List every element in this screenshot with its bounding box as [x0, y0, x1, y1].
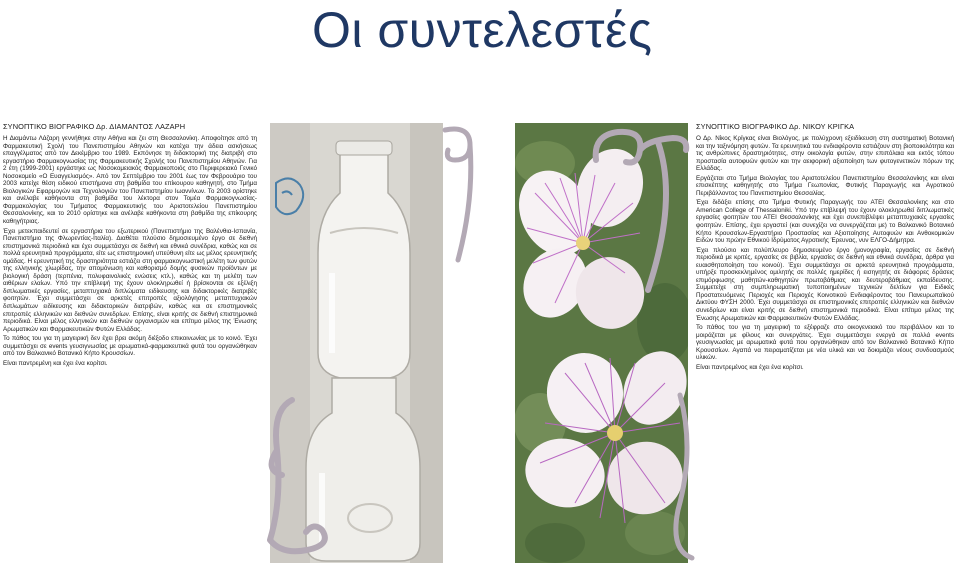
- bio-krigkas-paragraph: Έχει διδάξει επίσης στο Τμήμα Φυτικής Παραγωγής του ΑΤΕΙ Θεσσαλονίκης και στο American College of Thessaloniki. Υπό την επίβλεψή του έχουν ολοκληρωθεί διπλωματικές εργασίες φοιτητών του ΑΤΕΙ Θεσσαλονίκης και έχει συνεπιβλέψει μεταπτυχιακές εργασίες φοιτητών. Επίσης, έχει εργαστεί (και συνεχίζει να συνεργάζεται με) το Βαλκανικό Βοτανικό Κήπο Κρουσσίων-Εργαστήριο Προστασίας και Αξιοποίησης Αυτοφυών και Ανθοκομικών Ειδών του πρώην Εθνικού Ιδρύματος Αγροτικής Έρευνας, νυν ΕΛΓΟ-Δήμητρα.: [696, 199, 954, 245]
- bio-krigkas-paragraph: Είναι παντρεμένος και έχει ένα κορίτσι.: [696, 363, 804, 371]
- scroll-ornament-icon: [440, 120, 480, 270]
- scroll-ornament-icon: [660, 390, 700, 562]
- bio-krigkas: [696, 122, 954, 373]
- bio-krigkas-heading: ΣΥΝΟΠΤΙΚΟ ΒΙΟΓΡΑΦΙΚΟ Δρ. ΝΙΚΟΥ ΚΡΙΓΚΑ: [696, 122, 855, 131]
- bio-krigkas-paragraph: Ο Δρ. Νίκος Κρίγκας είναι Βιολόγος, με πολύχρονη εξειδίκευση στη συστηματική Βοτανική και την ταξινόμηση φυτών. Τα ερευνητικά του ενδιαφέροντα εστιάζουν στη βιοποικιλότητα και τις ανθρώπινες δραστηριότητες, στην οικολογία φυτών, στην επιπόλαια και εκτός τόπου προστασία αυτοφυών φυτών και την αειφορική αξιοποίηση των φυτογενετικών πόρων της Ελλάδας.: [696, 135, 954, 173]
- scroll-ornament-icon: [588, 120, 693, 300]
- bio-lazari-paragraph: Η Διαμάντω Λάζαρη γεννήθηκε στην Αθήνα και ζει στη Θεσσαλονίκη. Αποφοίτησε από τη Φαρμακευτική Σχολή του Πανεπιστημίου Αθηνών και κατέχει την άδεια ασκήσεως επαγγέλματος από τον Δεκέμβριο του 1989. Εκπόνησε τη διδακτορική της διατριβή στο εργαστήριο Φαρμακογνωσίας της Φαρμακευτικής Σχολής του Πανεπιστημίου Αθηνών. Για 2 έτη (1999-2001) εργάστηκε ως Νοσοκομειακός Φαρμακοποιός στο Περιφερειακό Γενικό Νοσοκομείο «Ο Ευαγγελισμός». Από τον Σεπτέμβριο του 2001 έως τον Φεβρουάριο του 2003 κατείχε θέση ειδικού επιστήμονα στη βαθμίδα του επίκουρου καθηγητή, στο Τμήμα Βιολογικών Εφαρμογών και Τεχνολογιών του Πανεπιστημίου Ιωαννίνων. Το 2003 ορίστηκε και ανέλαβε καθήκοντα στη βαθμίδα του λέκτορα στον Τομέα Φαρμακογνωσίας-Φαρμακολογίας του Τμήματος Φαρμακευτικής του Αριστοτελείου Πανεπιστημίου Θεσσαλονίκης, και το 2010 ορίστηκε και ανέλαβε καθήκοντα στη βαθμίδα της επίκουρης καθηγήτριας.: [3, 135, 257, 226]
- bio-lazari-heading: ΣΥΝΟΠΤΙΚΟ ΒΙΟΓΡΑΦΙΚΟ Δρ. ΔΙΑΜΑΝΤΟΣ ΛΑΖΑΡΗ: [3, 122, 186, 131]
- scroll-ornament-icon: [262, 390, 372, 562]
- bio-lazari-paragraph: Είναι παντρεμένη και έχει ένα κορίτσι.: [3, 359, 108, 367]
- bio-lazari: [3, 122, 257, 369]
- bio-krigkas-paragraph: Έχει πλούσιο και πολύπλευρο δημοσιευμένο έργο (μονογραφία, εργασίες σε διεθνή περιοδικά με κριτές, εργασίες σε βιβλία, εργασίες σε διεθνή και εθνικά συνέδρια, άρθρα για ευαισθητοποίηση του κοινού). Έχει συμμετάσχει σε αρκετά ερευνητικά προγράμματα, υπήρξε προσκεκλημένος ομιλητής σε πολλές ημερίδες ή εισηγητής σε διάφορες δράσεις επιμόρφωσης μαθητών-καθηγητών πρωτοβάθμιας και δευτεροβάθμιας εκπαίδευσης. Συμμετείχε στη συμπληρωματική τυποποιημένων τεχνικών δελτίων για Ειδικές Προστατευόμενες Περιοχές και Περιοχές Κοινοτικού Ενδιαφέροντος του Πανευρωπαϊκού Δικτύου ΦΥΣΗ 2000. Έχει συμμετάσχει σε επιστημονικές επιτροπές ελληνικών και διεθνών συνεδρίων και είναι κριτής σε διεθνή επιστημονικά περιοδικά. Είναι επίτιμο μέλος της Ένωσης Αρωματικών και Φαρμακευτικών Φυτών Ελλάδας.: [696, 246, 954, 322]
- bio-lazari-paragraph: Έχει μετεκπαιδευτεί σε εργαστήρια του εξωτερικού (Πανεπιστήμιο της Βαλένθια-Ισπανία, Πανεπιστήμιο της Φλωρεντίας-Ιταλία). Διαθέτει πλούσιο δημοσιευμένο έργο σε διεθνή επιστημονικά περιοδικά και έχει συμμετάσχει σε διεθνή και εθνικά συνέδρια, καθώς και σε πολλά ερευνητικά προγράμματα, είτε ως επιστημονική υπεύθυνη είτε ως μέλος ερευνητικής ομάδας. Η ερευνητική της δραστηριότητα εστιάζει στη φαρμακογνωστική μελέτη των φυτών της ελληνικής χλωρίδας, την απομόνωση και καθορισμό δομής φυσικών προϊόντων με βιολογική δράση (τερπένια, πολυφαινολικές ενώσεις κτλ.), καθώς και τη μελέτη των αιθέριων ελαίων. Υπό την επίβλεψή της έχουν ολοκληρωθεί ή βρίσκονται σε εξέλιξη διπλωματικές εργασίες, μεταπτυχιακά διπλώματα ειδίκευσης και διδακτορικές διατριβές φοιτητών. Έχει συμμετάσχει σε αρκετές επιτροπές αξιολόγησης μεταπτυχιακών διπλωμάτων ειδίκευσης και διδακτορικών διατριβών, καθώς και σε επιστημονικές επιτροπές ελληνικών και διεθνών συνεδρίων. Επίσης, είναι κριτής σε διεθνή επιστημονικά περιοδικά. Είναι μέλος ελληνικών και διεθνών οργανισμών και επίτιμο μέλος της Ένωσης Αρωματικών και Φαρμακευτικών Φυτών Ελλάδας.: [3, 227, 257, 333]
- bio-krigkas-paragraph: Το πάθος του για τη μαγειρική το εξέφραζε στο οικογενειακό του περιβάλλον και το μοιράζεται με φίλους και συνεργάτες. Έχει συμμετάσχει ενεργά σε πολλά events γευσιγνωσίας με αρωματικά φυτά που οργανώθηκαν από τον Βαλκανικό Βοτανικό Κήπο Κρουσσίων. Αγαπά να πειραματίζεται με νέα υλικά και να δοκιμάζει νέους συνδυασμούς υλικών.: [696, 324, 954, 362]
- bio-krigkas-paragraph: Εργάζεται στο Τμήμα Βιολογίας του Αριστοτελείου Πανεπιστημίου Θεσσαλονίκης και είναι επισκέπτης καθηγητής στο Τμήμα Γεωπονίας, Φυτικής Παραγωγής και Αγροτικού Περιβάλλοντος του Πανεπιστημίου Θεσσαλίας.: [696, 174, 954, 197]
- bio-lazari-paragraph: Το πάθος του για τη μαγειρική δεν έχει βρει ακόμη διέξοδο επικοινωνίας με το κοινό. Έχει συμμετάσχει σε events γευσιγνωσίας με αρωματικά-φαρμακευτικά φυτά του οργανώθηκαν από τον Βαλκανικό Βοτανικό Κήπο Κρουσσίων.: [3, 335, 257, 358]
- page-title: Οι συντελεστές: [312, 2, 653, 58]
